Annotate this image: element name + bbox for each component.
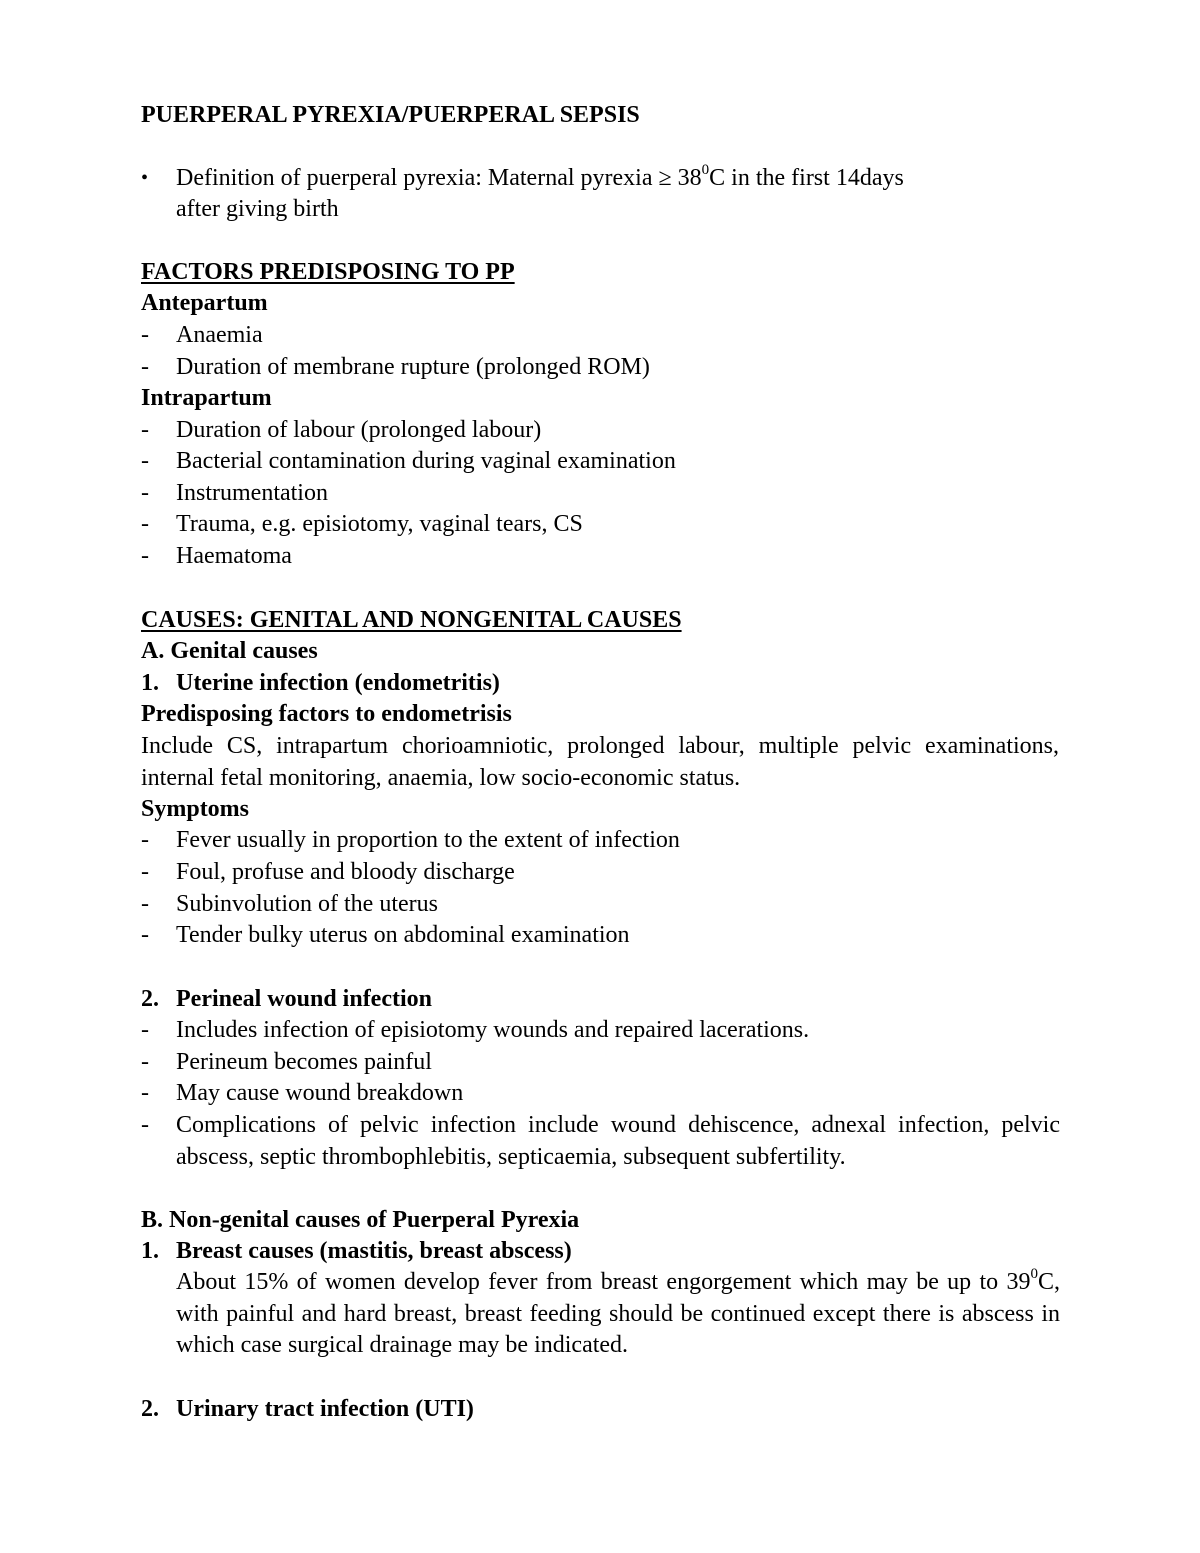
- list-item: Instrumentation: [176, 480, 328, 506]
- predisposing-label: Predisposing factors to endometrisis: [141, 701, 512, 727]
- list-item: May cause wound breakdown: [176, 1080, 464, 1106]
- list-item: Duration of labour (prolonged labour): [176, 417, 542, 443]
- dash-marker: -: [141, 1080, 149, 1106]
- dash-marker: -: [141, 354, 149, 380]
- dash-marker: -: [141, 543, 149, 569]
- definition-text: Definition of puerperal pyrexia: Maternal pyrexia ≥ $38^0C$ in the first 14days: [176, 162, 904, 191]
- genital-causes-label: A. Genital causes: [141, 638, 318, 664]
- factors-heading: FACTORS PREDISPOSING TO PP: [141, 259, 515, 285]
- bullet-marker: •: [141, 167, 149, 189]
- list-number: 2.: [141, 1396, 159, 1422]
- dash-marker: -: [141, 417, 149, 443]
- list-item: Subinvolution of the uterus: [176, 891, 438, 917]
- dash-marker: -: [141, 891, 149, 917]
- dash-marker: -: [141, 827, 149, 853]
- list-item: Trauma, e.g. episiotomy, vaginal tears, CS: [176, 511, 583, 537]
- intrapartum-label: Intrapartum: [141, 385, 272, 411]
- dash-marker: -: [141, 1049, 149, 1075]
- list-item: Haematoma: [176, 543, 292, 569]
- list-item: Foul, profuse and bloody discharge: [176, 859, 515, 885]
- uti-label: Urinary tract infection (UTI): [176, 1396, 474, 1422]
- antepartum-label: Antepartum: [141, 290, 268, 316]
- list-item: Includes infection of episiotomy wounds and repaired lacerations.: [176, 1017, 810, 1043]
- nongenital-causes-label: B. Non-genital causes of Puerperal Pyrexia: [141, 1207, 580, 1233]
- causes-heading: CAUSES: GENITAL AND NONGENITAL CAUSES: [141, 607, 682, 633]
- list-item: Anaemia: [176, 322, 263, 348]
- list-item: Fever usually in proportion to the extent of infection: [176, 827, 680, 853]
- perineal-infection-label: Perineal wound infection: [176, 986, 432, 1012]
- list-item: Bacterial contamination during vaginal examination: [176, 448, 676, 474]
- list-item: Perineum becomes painful: [176, 1049, 432, 1075]
- predisposing-text: Include CS, intrapartum chorioamniotic, prolonged labour, multiple pelvic examinations, internal fetal monitoring, anaemia, low socio-economic status.: [141, 733, 1059, 791]
- definition-text-line2: after giving birth: [176, 196, 339, 222]
- list-item: Complications of pelvic infection include wound dehiscence, adnexal infection, pelvic abscess, septic thrombophlebitis, septicaemia, subsequent subfertility.: [176, 1112, 1060, 1170]
- list-number: 2.: [141, 986, 159, 1012]
- dash-marker: -: [141, 1017, 149, 1043]
- list-number: 1.: [141, 1238, 159, 1264]
- list-item: Duration of membrane rupture (prolonged ROM): [176, 354, 650, 380]
- symptoms-label: Symptoms: [141, 796, 250, 822]
- dash-marker: -: [141, 480, 149, 506]
- breast-causes-text: About 15% of women develop fever from breast engorgement which may be up to $39^0C$, with painful and hard breast, breast feeding should be continued except there is abscess in which case surgical drainage may be indicated.: [176, 1266, 1060, 1358]
- breast-causes-label: Breast causes (mastitis, breast abscess): [176, 1238, 572, 1264]
- dash-marker: -: [141, 922, 149, 948]
- list-item: Tender bulky uterus on abdominal examination: [176, 922, 630, 948]
- dash-marker: -: [141, 448, 149, 474]
- list-number: 1.: [141, 670, 159, 696]
- document-title: PUERPERAL PYREXIA/PUERPERAL SEPSIS: [141, 102, 640, 128]
- dash-marker: -: [141, 511, 149, 537]
- uterine-infection-label: Uterine infection (endometritis): [176, 670, 500, 696]
- dash-marker: -: [141, 322, 149, 348]
- dash-marker: -: [141, 859, 149, 885]
- dash-marker: -: [141, 1112, 149, 1138]
